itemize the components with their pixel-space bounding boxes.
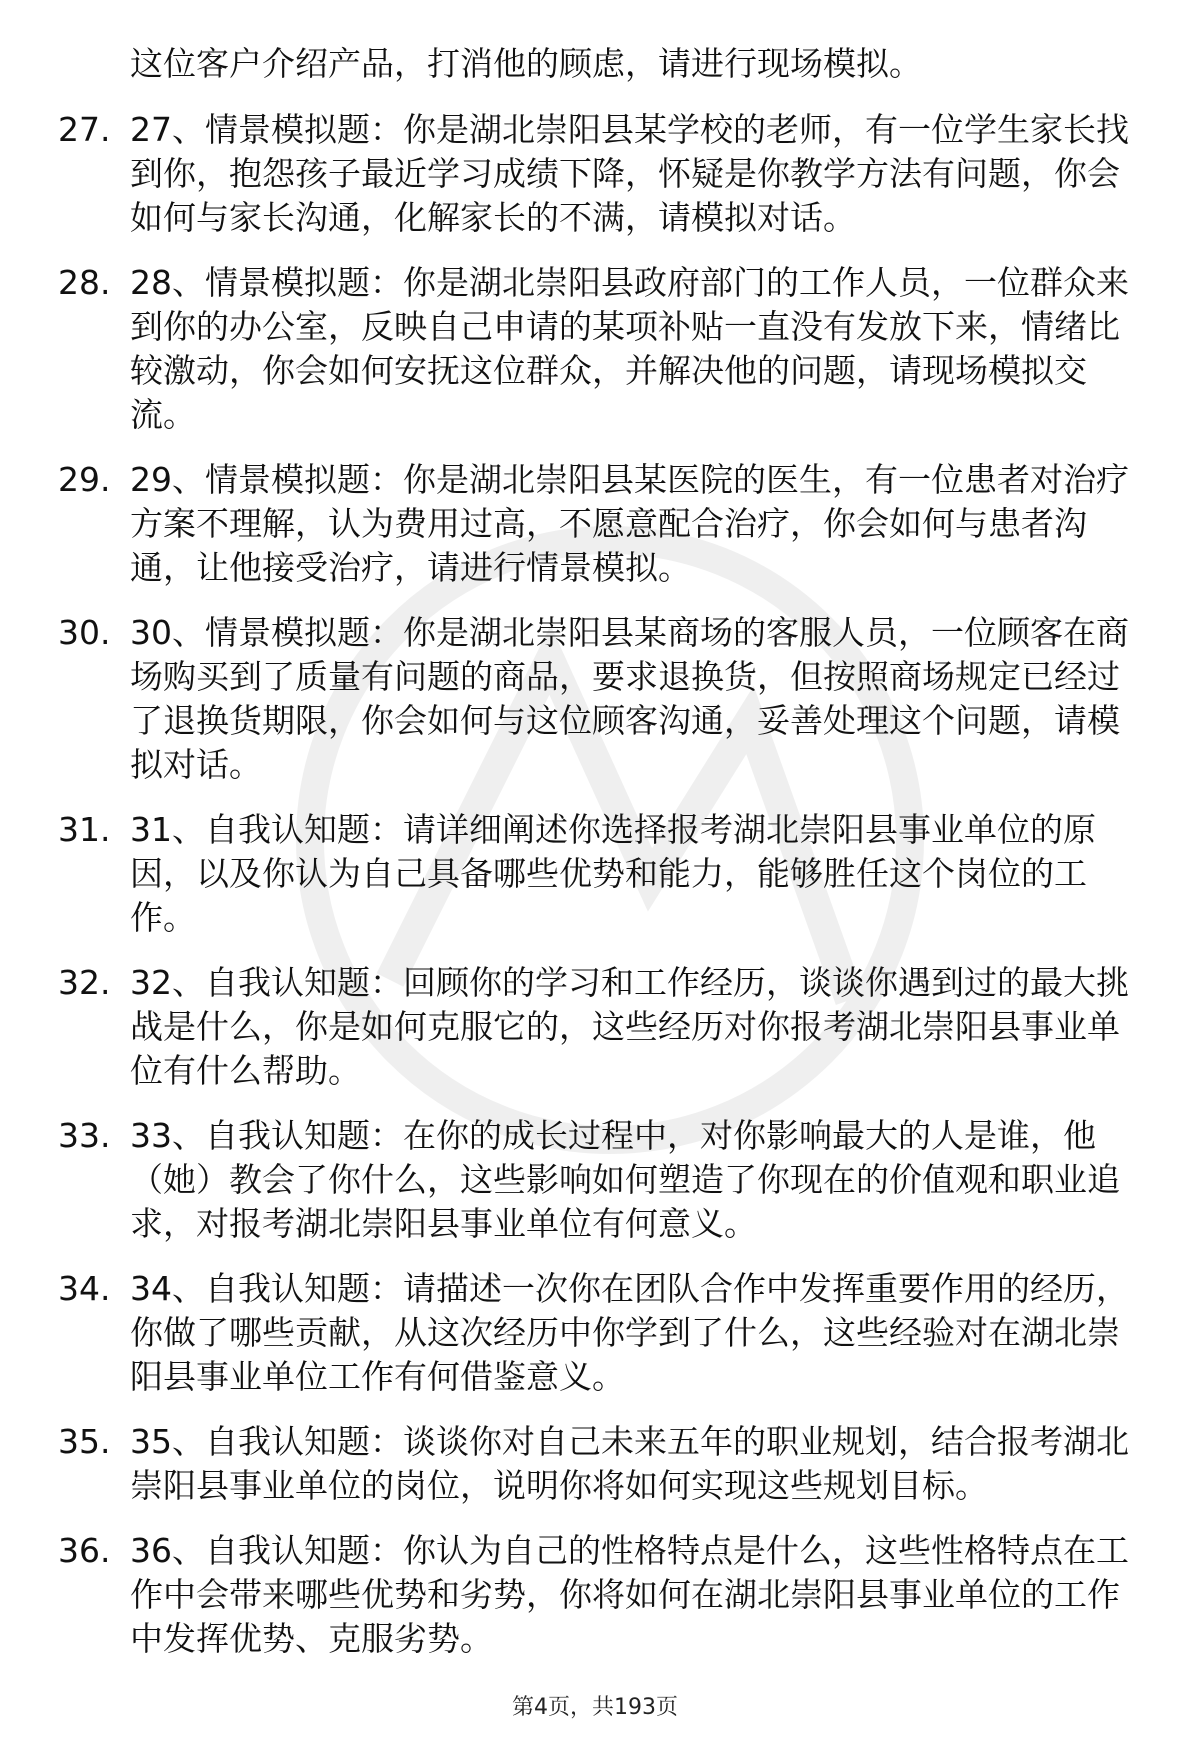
item-number: 34.: [58, 1269, 111, 1308]
item-number: 32.: [58, 963, 111, 1002]
item-number: 30.: [58, 613, 111, 652]
item-number: 36.: [58, 1531, 111, 1570]
item-text: 34、自我认知题：请描述一次你在团队合作中发挥重要作用的经历，你做了哪些贡献，从这次经历中你学到了什么，这些经验对在湖北崇阳县事业单位工作有何借鉴意义。: [130, 1269, 1129, 1396]
item-text: 33、自我认知题：在你的成长过程中，对你影响最大的人是谁，他（她）教会了你什么，这些影响如何塑造了你现在的价值观和职业追求，对报考湖北崇阳县事业单位有何意义。: [130, 1116, 1120, 1243]
item-text: 27、情景模拟题：你是湖北崇阳县某学校的老师，有一位学生家长找到你，抱怨孩子最近学习成绩下降，怀疑是你教学方法有问题，你会如何与家长沟通，化解家长的不满，请模拟对话。: [130, 110, 1129, 237]
list-item: [0, 261, 1190, 437]
list-item: [0, 611, 1190, 787]
item-text: 31、自我认知题：请详细阐述你选择报考湖北崇阳县事业单位的原因，以及你认为自己具备哪些优势和能力，能够胜任这个岗位的工作。: [130, 810, 1096, 937]
list-item: [0, 1114, 1190, 1246]
item-text: 28、情景模拟题：你是湖北崇阳县政府部门的工作人员，一位群众来到你的办公室，反映自己申请的某项补贴一直没有发放下来，情绪比较激动，你会如何安抚这位群众，并解决他的问题，请现场模拟交流。: [130, 263, 1129, 434]
item-text: 36、自我认知题：你认为自己的性格特点是什么，这些性格特点在工作中会带来哪些优势和劣势，你将如何在湖北崇阳县事业单位的工作中发挥优势、克服劣势。: [130, 1531, 1129, 1658]
item-number: 27.: [58, 110, 111, 149]
item-text: 35、自我认知题：谈谈你对自己未来五年的职业规划，结合报考湖北崇阳县事业单位的岗位，说明你将如何实现这些规划目标。: [130, 1422, 1129, 1505]
item-number: 29.: [58, 460, 111, 499]
item-text: 29、情景模拟题：你是湖北崇阳县某医院的医生，有一位患者对治疗方案不理解，认为费用过高，不愿意配合治疗，你会如何与患者沟通，让他接受治疗，请进行情景模拟。: [130, 460, 1129, 587]
item-number: 35.: [58, 1422, 111, 1461]
list-item: [0, 1267, 1190, 1399]
question-list: [0, 42, 1190, 1682]
list-item: [0, 961, 1190, 1093]
item-number: 28.: [58, 263, 111, 302]
item-number: 31.: [58, 810, 111, 849]
item-number: 33.: [58, 1116, 111, 1155]
list-item: [0, 458, 1190, 590]
list-item: [0, 1529, 1190, 1661]
list-item: [0, 1420, 1190, 1508]
continuation-text: 这位客户介绍产品，打消他的顾虑，请进行现场模拟。: [130, 44, 922, 83]
page-footer: 第4页，共193页: [512, 1695, 678, 1720]
list-item: [0, 108, 1190, 240]
list-item: [0, 808, 1190, 940]
item-text: 30、情景模拟题：你是湖北崇阳县某商场的客服人员，一位顾客在商场购买到了质量有问题的商品，要求退换货，但按照商场规定已经过了退换货期限，你会如何与这位顾客沟通，妥善处理这个问题，请模拟对话。: [130, 613, 1129, 784]
item-text: 32、自我认知题：回顾你的学习和工作经历，谈谈你遇到过的最大挑战是什么，你是如何克服它的，这些经历对你报考湖北崇阳县事业单位有什么帮助。: [130, 963, 1129, 1090]
